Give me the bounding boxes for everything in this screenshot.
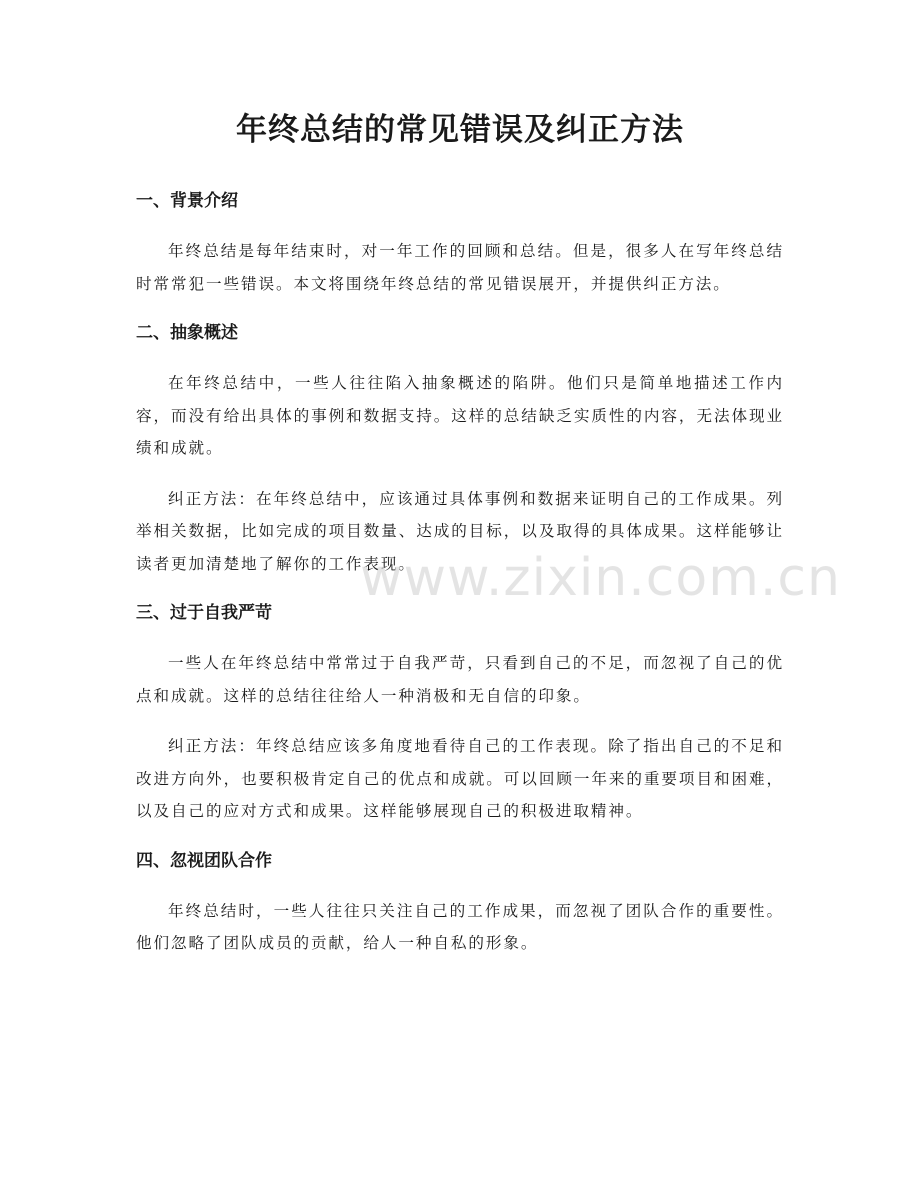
paragraph: 在年终总结中，一些人往往陷入抽象概述的陷阱。他们只是简单地描述工作内容，而没有给出具体的事例和数据支持。这样的总结缺乏实质性的内容，无法体现业绩和成就。 [136, 374, 784, 457]
section-heading: 二、抽象概述 [136, 323, 238, 343]
section-heading: 四、忽视团队合作 [136, 850, 272, 871]
section-self-critical [136, 598, 784, 828]
section-background [136, 186, 784, 300]
paragraph: 年终总结是每年结束时，对一年工作的回顾和总结。但是，很多人在写年终总结时常常犯一些错误。本文将围绕年终总结的常见错误展开，并提供纠正方法。 [136, 242, 784, 293]
paragraph: 一些人在年终总结中常常过于自我严苛，只看到自己的不足，而忽视了自己的优点和成就。这样的总结往往给人一种消极和无自信的印象。 [136, 654, 784, 705]
paragraph: 纠正方法：年终总结应该多角度地看待自己的工作表现。除了指出自己的不足和改进方向外，也要积极肯定自己的优点和成就。可以回顾一年来的重要项目和困难，以及自己的应对方式和成果。这样能够展现自己的积极进取精神。 [136, 737, 784, 820]
paragraph: 纠正方法：在年终总结中，应该通过具体事例和数据来证明自己的工作成果。列举相关数据，比如完成的项目数量、达成的目标，以及取得的具体成果。这样能够让读者更加清楚地了解你的工作表现。 [136, 489, 784, 573]
section-heading: 一、背景介绍 [136, 191, 238, 211]
document-title: 年终总结的常见错误及纠正方法 [236, 112, 684, 148]
section-heading: 三、过于自我严苛 [136, 603, 272, 623]
paragraph: 年终总结时，一些人往往只关注自己的工作成果，而忽视了团队合作的重要性。他们忽略了团队成员的贡献，给人一种自私的形象。 [136, 901, 784, 952]
watermark: www.zixin.com.cn [360, 548, 841, 608]
section-abstract-overview [136, 318, 784, 580]
document-body [136, 186, 784, 978]
section-teamwork [136, 846, 784, 960]
